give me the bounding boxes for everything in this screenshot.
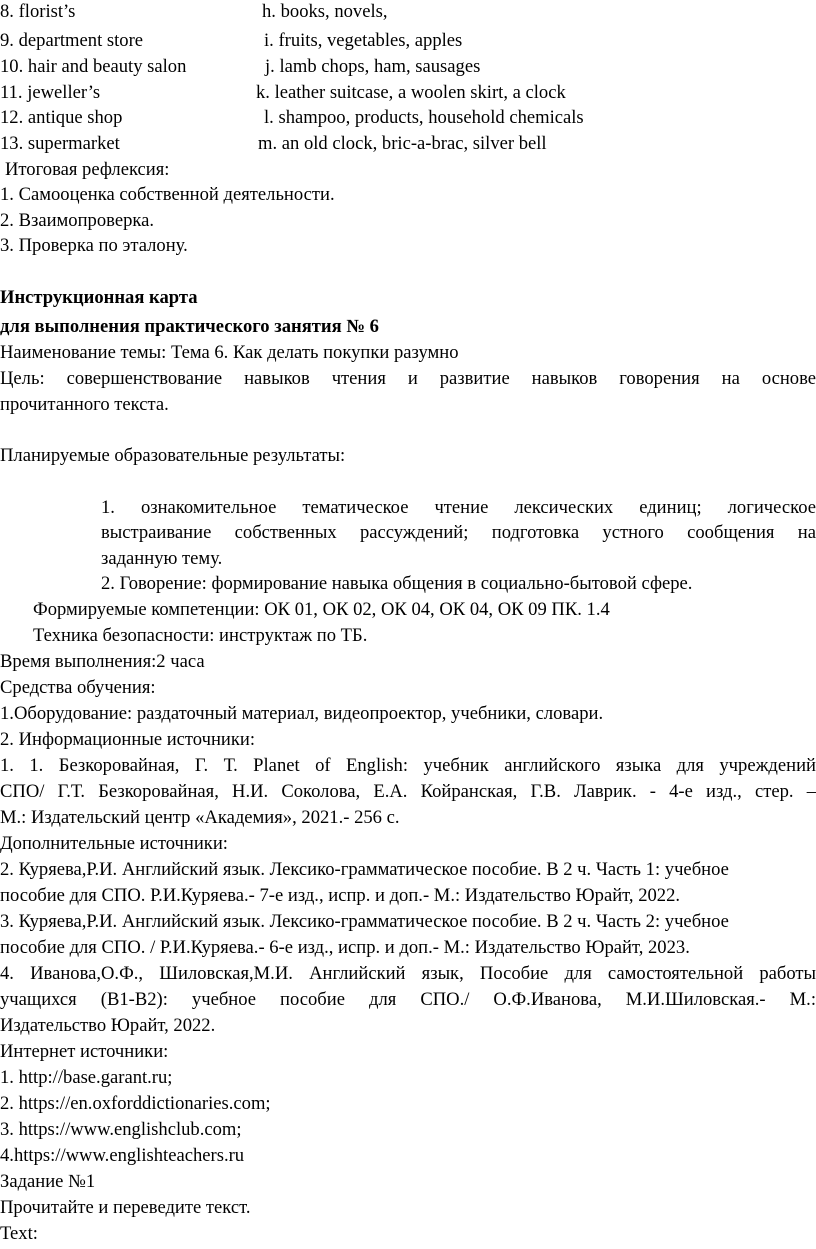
goods-item-m: m. an old clock, bric-a-brac, silver bell	[258, 133, 547, 154]
source-3: 3. Куряева,Р.И. Английский язык. Лексико-грамматическое пособие. В 2 ч. Часть 2: учебное	[0, 911, 729, 932]
result-item-2: 2. Говорение: формирование навыка общения в социально-бытовой сфере.	[101, 573, 693, 594]
source-2-continued: пособие для СПО. Р.И.Куряева.- 7-е изд., испр. и доп.- М.: Издательство Юрайт, 2022.	[0, 885, 681, 906]
task-instruction: Прочитайте и переведите текст.	[0, 1197, 251, 1218]
internet-link[interactable]: 3. https://www.englishclub.com;	[0, 1119, 242, 1140]
internet-link[interactable]: 4.https://www.englishteachers.ru	[0, 1145, 245, 1166]
reflection-item: 1. Самооценка собственной деятельности.	[0, 184, 335, 205]
results-title: Планируемые образовательные результаты:	[0, 445, 346, 466]
sources-title: 2. Информационные источники:	[0, 729, 256, 750]
source-4-end: Издательство Юрайт, 2022.	[0, 1015, 216, 1036]
internet-link[interactable]: 2. https://en.oxforddictionaries.com;	[0, 1093, 271, 1114]
goods-item-h: h. books, novels,	[262, 1, 388, 22]
goods-item-j: j. lamb chops, ham, sausages	[265, 56, 481, 77]
time-line: Время выполнения:2 часа	[0, 651, 205, 672]
shop-item-13: 13. supermarket	[0, 133, 120, 154]
goal-line: Цель: совершенствование навыков чтения и развитие навыков говорения на основе	[0, 368, 816, 389]
internet-link[interactable]: 1. http://base.garant.ru;	[0, 1067, 173, 1088]
reflection-title: Итоговая рефлексия:	[5, 159, 170, 180]
source-4-continued: учащихся (В1-В2): учебное пособие для СПО./ О.Ф.Иванова, М.И.Шиловская.- М.:	[0, 989, 816, 1010]
card-title: Инструкционная карта	[0, 287, 198, 308]
shop-item-11: 11. jeweller’s	[0, 82, 101, 103]
competencies-line: Формируемые компетенции: ОК 01, ОК 02, ОК 04, ОК 04, ОК 09 ПК. 1.4	[33, 599, 610, 620]
topic-line: Наименование темы: Тема 6. Как делать покупки разумно	[0, 342, 459, 363]
equipment-line: 1.Оборудование: раздаточный материал, видеопроектор, учебники, словари.	[0, 703, 604, 724]
source-1: 1. 1. Безкоровайная, Г. Т. Planet of English: учебник английского языка для учреждений	[0, 755, 816, 776]
source-2: 2. Куряева,Р.И. Английский язык. Лексико-грамматическое пособие. В 2 ч. Часть 1: учебное	[0, 859, 729, 880]
task-title: Задание №1	[0, 1171, 96, 1192]
shop-item-12: 12. antique shop	[0, 107, 123, 128]
internet-sources-title: Интернет источники:	[0, 1041, 169, 1062]
goal-line-continued: прочитанного текста.	[0, 394, 169, 415]
card-subtitle: для выполнения практического занятия № 6	[0, 316, 379, 337]
shop-item-9: 9. department store	[0, 30, 144, 51]
goods-item-l: l. shampoo, products, household chemicals	[264, 107, 584, 128]
reflection-item: 3. Проверка по эталону.	[0, 235, 188, 256]
text-label: Text:	[0, 1223, 38, 1244]
result-item-1-continued: выстраивание собственных рассуждений; подготовка устного сообщения на	[101, 522, 816, 543]
safety-line: Техника безопасности: инструктаж по ТБ.	[33, 625, 368, 646]
shop-item-10: 10. hair and beauty salon	[0, 56, 187, 77]
goods-item-k: k. leather suitcase, a woolen skirt, a clock	[256, 82, 566, 103]
goods-item-i: i. fruits, vegetables, apples	[264, 30, 463, 51]
result-item-1-end: заданную тему.	[101, 548, 223, 569]
shop-item-8: 8. florist’s	[0, 1, 76, 22]
result-item-1: 1. ознакомительное тематическое чтение лексических единиц; логическое	[101, 497, 816, 518]
source-1-continued: СПО/ Г.Т. Безкоровайная, Н.И. Соколова, Е.А. Койранская, Г.В. Лаврик. - 4-е изд., стер. –	[0, 781, 816, 802]
source-1-end: М.: Издательский центр «Академия», 2021.- 256 с.	[0, 807, 400, 828]
source-4: 4. Иванова,О.Ф., Шиловская,М.И. Английский язык, Пособие для самостоятельной работы	[0, 963, 816, 984]
means-title: Средства обучения:	[0, 677, 156, 698]
source-3-continued: пособие для СПО. / Р.И.Куряева.- 6-е изд., испр. и доп.- М.: Издательство Юрайт, 2023.	[0, 937, 690, 958]
reflection-item: 2. Взаимопроверка.	[0, 210, 155, 231]
extra-sources-title: Дополнительные источники:	[0, 833, 228, 854]
